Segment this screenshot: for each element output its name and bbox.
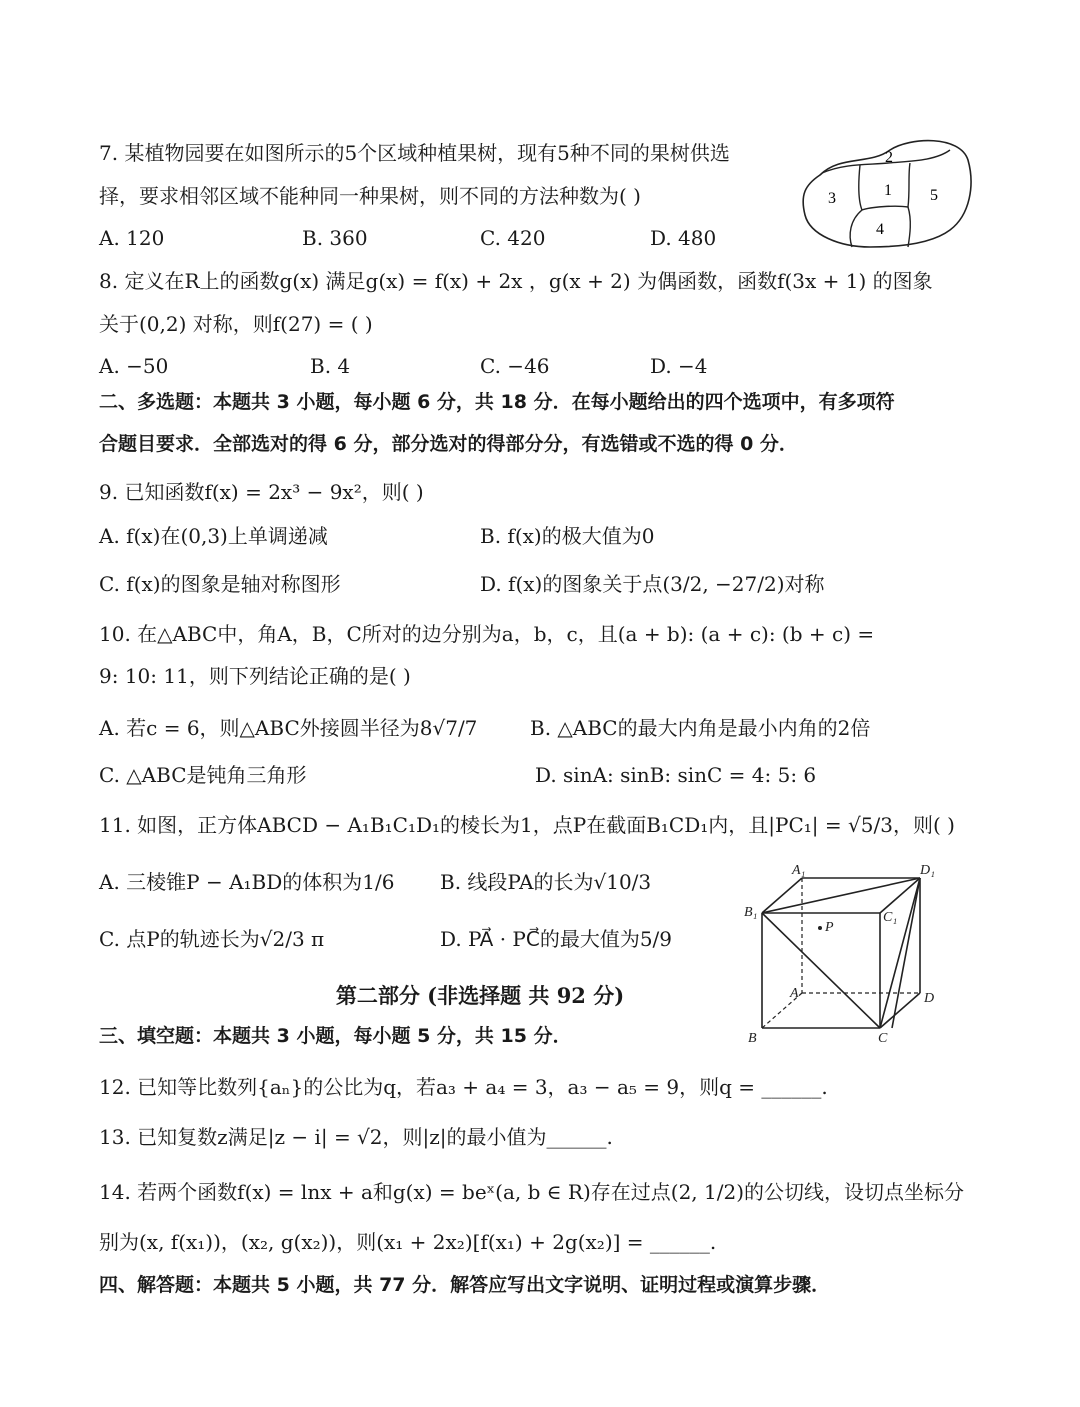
vertex-label-c: C (878, 1031, 888, 1046)
section-3-heading: 三、填空题：本题共 3 小题，每小题 5 分，共 15 分． (99, 1025, 572, 1047)
q11-option-a: A. 三棱锥P − A₁BD的体积为1/6 (99, 870, 395, 894)
q12: 12. 已知等比数列{aₙ}的公比为q，若a₃ + a₄ = 3，a₃ − a₅ = 9，则q = ______. (99, 1075, 828, 1099)
region-map-figure (800, 135, 975, 255)
point-label-p: P (825, 920, 834, 935)
q7-line-2: 择，要求相邻区域不能种同一种果树，则不同的方法种数为( ) (99, 184, 641, 208)
vertex-label-c1: C₁ (883, 910, 898, 925)
q8-line-2: 关于(0,2) 对称，则f(27) = ( ) (99, 312, 373, 336)
q8-option-a: A. −50 (99, 354, 169, 378)
q10-line-1: 10. 在△ABC中，角A，B，C所对的边分别为a，b，c，且(a + b): (a + c): (b + c) = (99, 622, 875, 646)
region-label-5: 5 (930, 187, 938, 204)
q11-option-c: C. 点P的轨迹长为√2/3 π (99, 927, 325, 951)
q7-option-d: D. 480 (650, 226, 717, 250)
q9-option-a: A. f(x)在(0,3)上单调递减 (99, 524, 328, 548)
region-label-4: 4 (876, 221, 884, 238)
cube-figure (740, 858, 950, 1048)
q9-option-c: C. f(x)的图象是轴对称图形 (99, 572, 341, 596)
q11-option-d: D. PA⃗ · PC⃗的最大值为5/9 (440, 927, 673, 951)
q11-stem: 11. 如图，正方体ABCD − A₁B₁C₁D₁的棱长为1，点P在截面B₁CD₁内，且|PC₁| = √5/3，则( ) (99, 813, 955, 837)
section-2-line-1: 二、多选题：本题共 3 小题，每小题 6 分，共 18 分．在每小题给出的四个选项中，有多项符 (99, 391, 895, 413)
q9-option-d: D. f(x)的图象关于点(3/2, −27/2)对称 (480, 572, 825, 596)
q10-option-c: C. △ABC是钝角三角形 (99, 763, 307, 787)
q8-option-d: D. −4 (650, 354, 708, 378)
vertex-label-a1: A₁ (792, 863, 806, 878)
q10-line-2: 9: 10: 11，则下列结论正确的是( ) (99, 664, 411, 688)
q9-option-b: B. f(x)的极大值为0 (480, 524, 655, 548)
q8-line-1: 8. 定义在R上的函数g(x) 满足g(x) = f(x) + 2x ，g(x + 2) 为偶函数，函数f(3x + 1) 的图象 (99, 269, 933, 293)
vertex-label-b: B (748, 1031, 757, 1046)
q8-option-b: B. 4 (310, 354, 351, 378)
q11-option-b: B. 线段PA的长为√10/3 (440, 870, 652, 894)
section-2-line-2: 合题目要求．全部选对的得 6 分，部分选对的得部分分，有选错或不选的得 0 分． (99, 433, 798, 455)
q10-option-d: D. sinA: sinB: sinC = 4: 5: 6 (535, 763, 817, 787)
vertex-label-b1: B₁ (744, 905, 758, 920)
q10-option-b: B. △ABC的最大内角是最小内角的2倍 (530, 716, 871, 740)
vertex-label-d: D (924, 991, 935, 1006)
q8-option-c: C. −46 (480, 354, 550, 378)
q9-stem: 9. 已知函数f(x) = 2x³ − 9x²，则( ) (99, 480, 424, 504)
q13: 13. 已知复数z满足|z − i| = √2，则|z|的最小值为______. (99, 1125, 613, 1149)
q14-line-2: 别为(x, f(x₁))，(x₂, g(x₂))，则(x₁ + 2x₂)[f(x₁) + 2g(x₂)] = ______. (99, 1230, 717, 1254)
vertex-label-a: A (790, 986, 799, 1001)
q7-line-1: 7. 某植物园要在如图所示的5个区域种植果树，现有5种不同的果树供选 (99, 141, 730, 165)
vertex-label-d1: D₁ (920, 863, 935, 878)
q10-option-a: A. 若c = 6，则△ABC外接圆半径为8√7/7 (99, 716, 478, 740)
region-label-1: 1 (884, 182, 892, 199)
q7-option-a: A. 120 (99, 226, 165, 250)
section-4-heading: 四、解答题：本题共 5 小题，共 77 分．解答应写出文字说明、证明过程或演算步骤． (99, 1274, 831, 1296)
region-label-2: 2 (885, 149, 893, 166)
q7-option-b: B. 360 (302, 226, 368, 250)
q7-option-c: C. 420 (480, 226, 546, 250)
q14-line-1: 14. 若两个函数f(x) = lnx + a和g(x) = beˣ(a, b ∈ R)存在过点(2, 1/2)的公切线，设切点坐标分 (99, 1180, 965, 1204)
region-label-3: 3 (828, 190, 836, 207)
part-2-title: 第二部分 (非选择题 共 92 分) (335, 983, 625, 1008)
